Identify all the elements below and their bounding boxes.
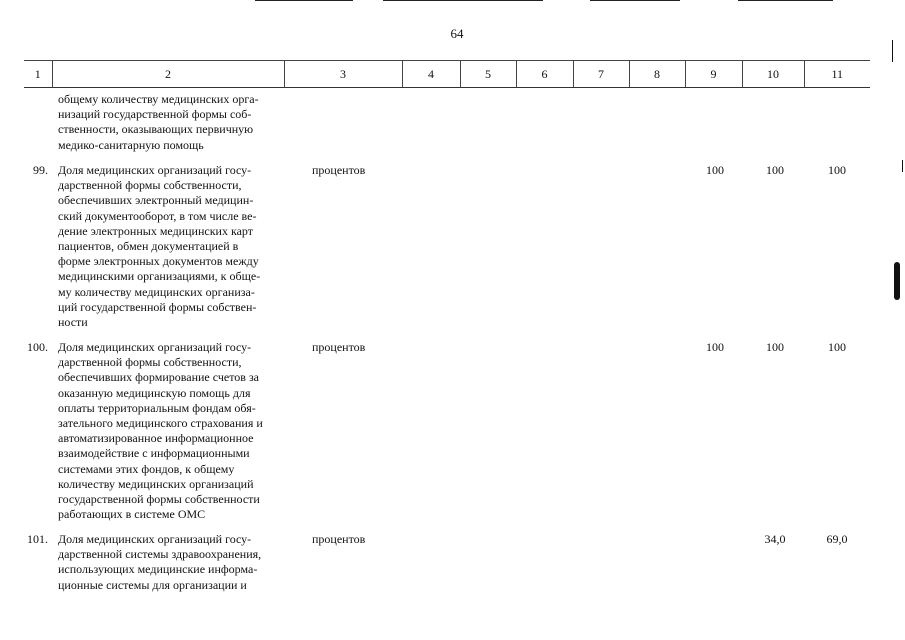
col-header-5: 5 [460,61,516,88]
scan-edge-mark [892,40,893,62]
text-line: ционные системы для организации и [58,577,247,592]
text-line: системами этих фондов, к общему [58,461,235,476]
text-line: дарственной системы здравоохранения, [58,547,262,562]
indicator-name [58,340,280,522]
col-header-6: 6 [516,61,573,88]
value-col11: 100 [828,163,846,177]
indicator-name [58,92,280,153]
text-line: Доля медицинских организаций госу- [58,532,252,546]
text-line: обеспечивших формирование счетов за [58,370,260,385]
row-number: 99. [33,163,48,177]
scan-edge-mark [902,160,903,172]
text-line: дение электронных медицинских карт [58,223,254,238]
value-col9: 100 [706,163,724,177]
text-line: количеству медицинских организаций [58,476,254,491]
col-header-10: 10 [742,61,804,88]
col-header-1: 1 [24,61,52,88]
value-col11: 69,0 [826,532,848,546]
text-line: ственности, оказывающих первичную [58,122,254,137]
text-line: ский документооборот, в том числе ве- [58,208,257,223]
text-line: низаций государственной формы соб- [58,107,252,122]
text-line: ций государственной формы собствен- [58,299,257,314]
text-line: дарственной формы собственности, [58,178,242,193]
text-line: общему количеству медицинских орга- [58,92,259,106]
column-header-table [24,60,870,88]
page-number: 64 [450,26,464,41]
text-line: Доля медицинских организаций госу- [58,163,252,177]
text-line: использующих медицинские информа- [58,562,258,577]
unit-cell: процентов [312,532,366,546]
column-header-row [24,61,870,88]
col-header-9: 9 [685,61,742,88]
text-line: оплаты территориальным фондам обя- [58,400,256,415]
text-line: медико-санитарную помощь [58,137,204,152]
col-header-7: 7 [573,61,629,88]
top-rule [590,0,680,1]
top-rule [383,0,543,1]
row-number: 100. [27,340,48,354]
text-line: пациентов, обмен документацией в [58,239,239,254]
value-col10: 34,0 [764,532,786,546]
value-col10: 100 [766,163,784,177]
col-header-4: 4 [402,61,460,88]
col-header-11: 11 [804,61,870,88]
text-line: медицинскими организациями, к обще- [58,269,261,284]
text-line: взаимодействие с информационными [58,446,250,461]
text-line: обеспечивших электронный медицин- [58,193,254,208]
text-line: работающих в системе ОМС [58,507,206,522]
row-number: 101. [27,532,48,546]
indicator-name [58,532,280,593]
text-line: государственной формы собственности [58,492,260,507]
text-line: зательного медицинского страхования и [58,416,263,431]
value-col11: 100 [828,340,846,354]
scan-edge-mark [894,262,900,300]
col-header-8: 8 [629,61,685,88]
text-line: му количеству медицинских организа- [58,284,255,299]
value-col10: 100 [766,340,784,354]
col-header-2: 2 [52,61,284,88]
text-line: Доля медицинских организаций госу- [58,340,252,354]
value-col9: 100 [706,340,724,354]
text-line: форме электронных документов между [58,254,259,269]
text-line: оказанную медицинскую помощь для [58,385,251,400]
indicator-name [58,163,280,330]
top-rule [255,0,353,1]
text-line: ности [58,315,88,330]
top-rule [738,0,833,1]
unit-cell: процентов [312,340,366,354]
unit-cell: процентов [312,163,366,177]
text-line: дарственной формы собственности, [58,355,242,370]
text-line: автоматизированное информационное [58,431,254,446]
col-header-3: 3 [284,61,402,88]
